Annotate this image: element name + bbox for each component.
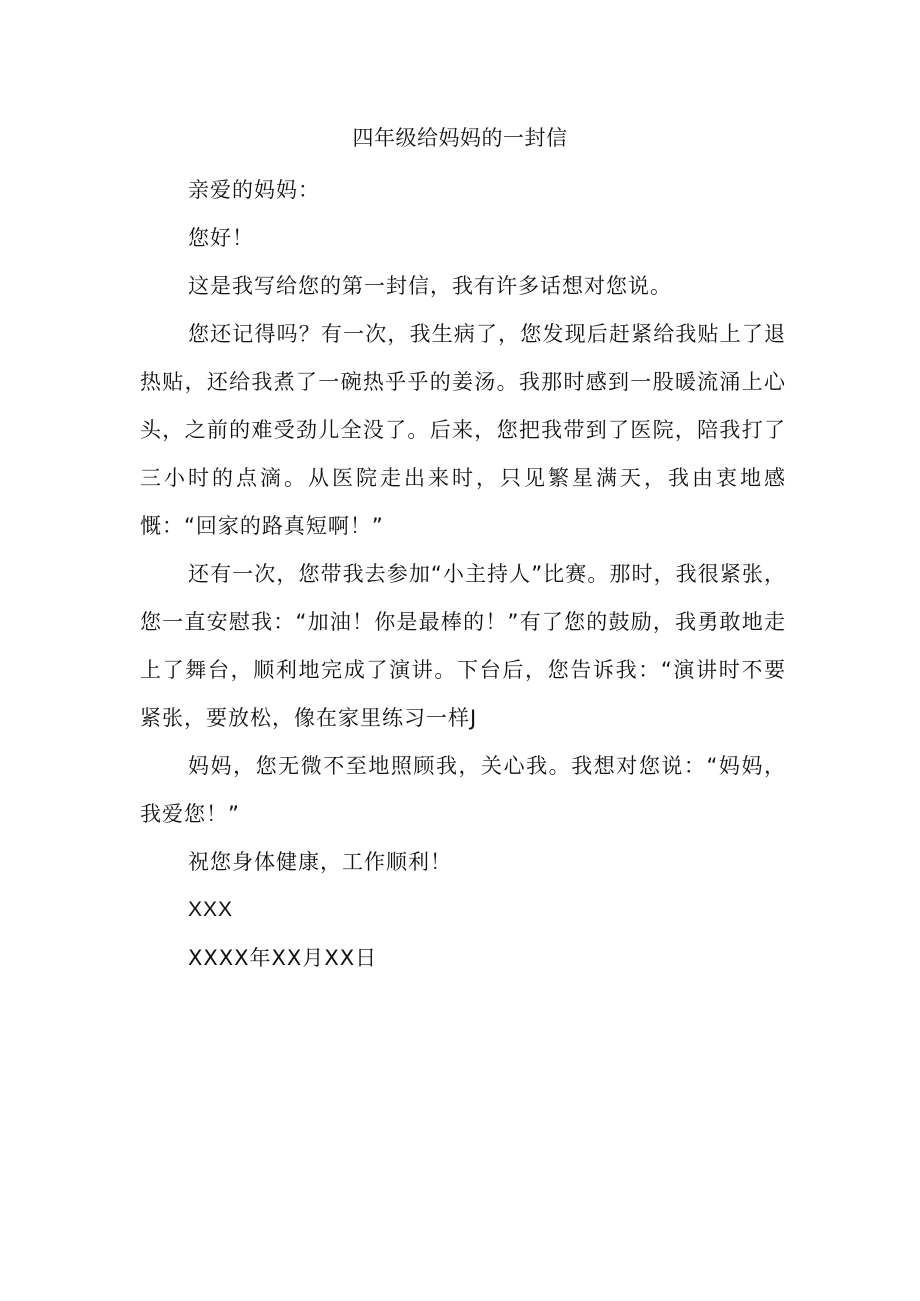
paragraph: 这是我写给您的第一封信，我有许多话想对您说。 xyxy=(188,274,672,298)
letter-title: 四年级给妈妈的一封信 xyxy=(352,126,568,150)
letter-body xyxy=(140,166,786,982)
signature: XXX xyxy=(188,898,234,921)
salutation: 亲爱的妈妈： xyxy=(188,178,320,202)
greeting: 您好！ xyxy=(188,226,254,250)
paragraph: 妈妈，您无微不至地照顾我，关心我。我想对您说：“妈妈，我爱您！” xyxy=(140,754,786,826)
closing: 祝您身体健康，工作顺利！ xyxy=(188,850,452,874)
date: XXXX年XX月XX日 xyxy=(188,946,378,970)
paragraph: 还有一次，您带我去参加“小主持人”比赛。那时，我很紧张，您一直安慰我：“加油！你是最棒的！”有了您的鼓励，我勇敢地走上了舞台，顺利地完成了演讲。下台后，您告诉我：“演讲时不要紧张，要放松，像在家里练习一样J xyxy=(140,562,786,730)
paragraph: 您还记得吗？有一次，我生病了，您发现后赶紧给我贴上了退热贴，还给我煮了一碗热乎乎的姜汤。我那时感到一股暖流涌上心头，之前的难受劲儿全没了。后来，您把我带到了医院，陪我打了三小时的点滴。从医院走出来时，只见繁星满天，我由衷地感慨：“回家的路真短啊！” xyxy=(140,322,786,538)
